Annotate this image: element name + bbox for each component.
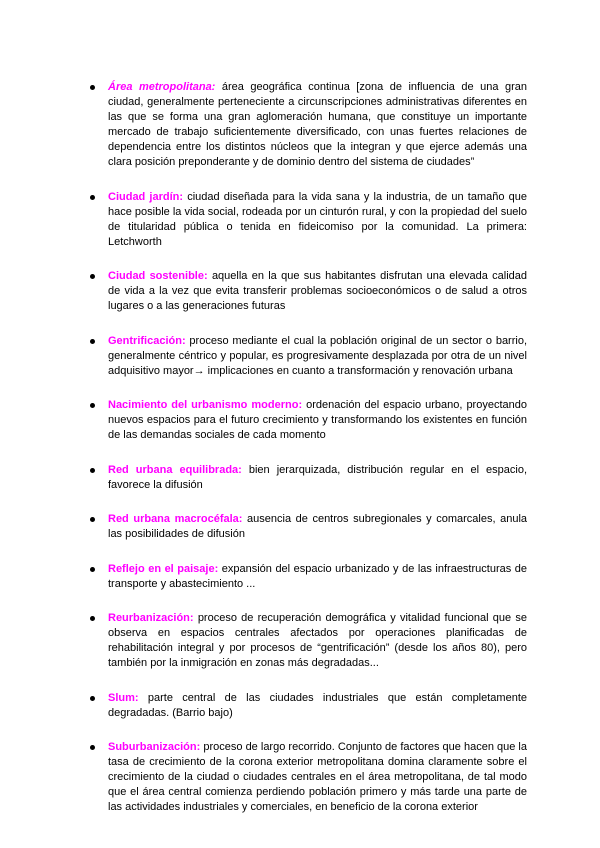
- glossary-list: [84, 80, 527, 835]
- term-reurbanizacion: Reurbanización:: [108, 612, 194, 624]
- term-ciudad-sostenible: Ciudad sostenible:: [108, 270, 208, 282]
- term-red-urbana-macrocefala: Red urbana macrocéfala:: [108, 513, 243, 525]
- bullet-icon: [90, 85, 95, 90]
- definition-reflejo-paisaje: expansión del espacio urbanizado y de las infraestructuras de transporte y abastecimiento ...: [108, 562, 527, 590]
- term-nacimiento-urbanismo: Nacimiento del urbanismo moderno:: [108, 399, 303, 411]
- definition-ciudad-sostenible: aquella en la que sus habitantes disfrutan una elevada calidad de vida a la vez que evita transferir problemas socioeconómicos o de salud a otros lugares o a las generaciones futuras: [108, 270, 527, 312]
- term-reflejo-paisaje: Reflejo en el paisaje:: [108, 562, 219, 575]
- bullet-icon: [90, 616, 95, 621]
- term-area-metropolitana: Área metropolitana:: [108, 81, 216, 93]
- list-item: [84, 611, 527, 671]
- list-item: [84, 562, 527, 592]
- list-item: [84, 80, 527, 170]
- list-item: [84, 334, 527, 379]
- bullet-icon: [90, 403, 95, 408]
- bullet-icon: [90, 274, 95, 279]
- list-item: [84, 740, 527, 815]
- definition-ciudad-jardin: ciudad diseñada para la vida sana y la industria, de un tamaño que hace posible la vida social, rodeada por un cinturón rural, y con la propiedad del suelo de titularidad pública o tenida en fideicomiso por la comunidad. La primera: Letchworth: [108, 190, 527, 248]
- term-ciudad-jardin: Ciudad jardín:: [108, 190, 184, 203]
- definition-gentrificacion: proceso mediante el cual la población original de un sector o barrio, generalmente céntrico y popular, es progresivamente desplazada por otra de un nivel adquisitivo mayor→ implicaciones en cuanto a transformación y renovación urbana: [108, 334, 528, 377]
- bullet-icon: [90, 517, 95, 522]
- definition-red-urbana-equilibrada: bien jerarquizada, distribución regular en el espacio, favorece la difusión: [108, 463, 528, 491]
- bullet-icon: [90, 567, 95, 572]
- bullet-icon: [90, 745, 95, 750]
- list-item: [84, 512, 527, 542]
- bullet-icon: [90, 696, 95, 701]
- list-item: [84, 463, 527, 493]
- definition-suburbanizacion: proceso de largo recorrido. Conjunto de factores que hacen que la tasa de crecimiento de la corona exterior metropolitana domina claramente sobre el crecimiento de la ciudad o ciudades centrales en el área metropolitana, de tal modo que el área central comienza perdiendo población primero y más tarde una parte de las actividades industriales y comerciales, en beneficio de la corona exterior: [108, 741, 527, 813]
- list-item: [84, 269, 527, 314]
- list-item: [84, 691, 527, 721]
- term-red-urbana-equilibrada: Red urbana equilibrada:: [108, 463, 242, 476]
- term-gentrificacion: Gentrificación:: [108, 334, 186, 347]
- term-suburbanizacion: Suburbanización:: [108, 741, 201, 753]
- list-item: [84, 398, 527, 443]
- term-slum: Slum:: [108, 691, 139, 704]
- definition-nacimiento-urbanismo: ordenación del espacio urbano, proyectando nuevos espacios para el futuro crecimiento y transformando los existentes en función de las demandas sociales de cada momento: [108, 399, 527, 441]
- bullet-icon: [90, 195, 95, 200]
- definition-red-urbana-macrocefala: ausencia de centros subregionales y comarcales, anula las posibilidades de difusión: [108, 513, 528, 540]
- definition-reurbanizacion: proceso de recuperación demográfica y vitalidad funcional que se observa en espacios centrales afectados por operaciones planificadas de rehabilitación integral y por procesos de “gentrificación” (desde los años 80), pero también por la inmigración en zonas más degradadas...: [108, 612, 527, 669]
- list-item: [84, 190, 527, 250]
- bullet-icon: [90, 339, 95, 344]
- definition-slum: parte central de las ciudades industriales que están completamente degradadas. (Barrio bajo): [108, 691, 527, 719]
- bullet-icon: [90, 468, 95, 473]
- definition-area-metropolitana: área geográfica continua [zona de influencia de una gran ciudad, generalmente perteneciente a circunscripciones administrativas diferentes en las que se forma una gran aglomeración humana, que constituye un importante mercado de trabajo suficientemente diversificado, con unas fuertes relaciones de dependencia entre los distintos núcleos que la integran y que ejerce además una clara posición preponderante y de dominio dentro del sistema de ciudades”: [108, 81, 527, 168]
